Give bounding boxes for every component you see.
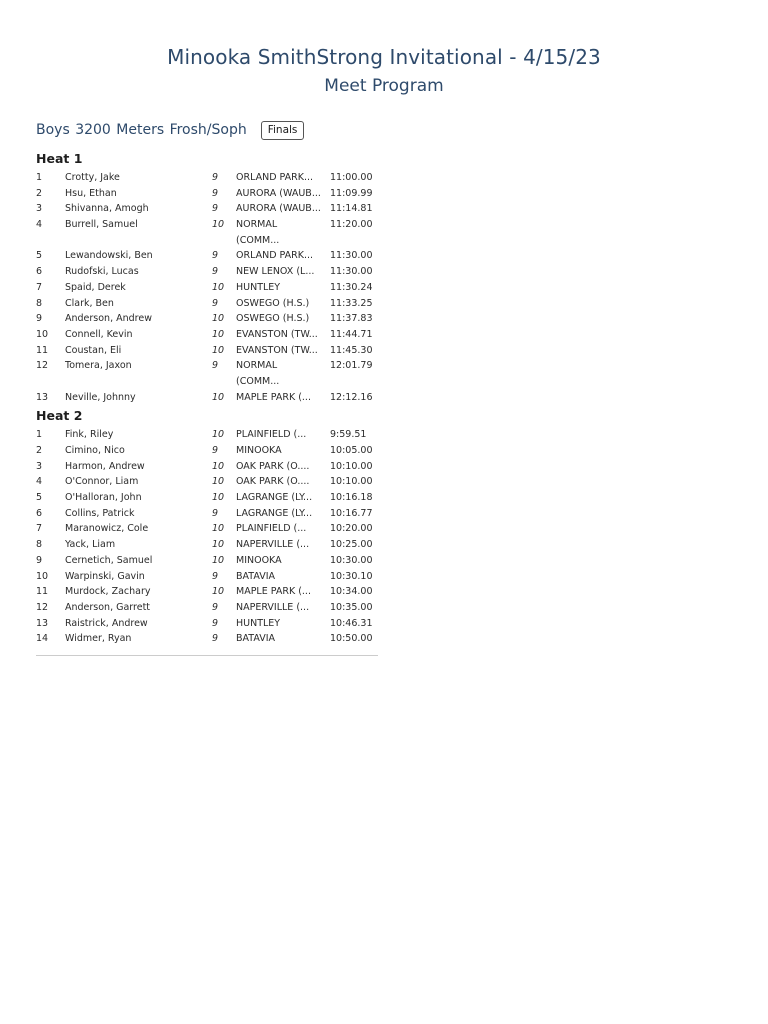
school-cell: BATAVIA	[236, 633, 276, 645]
position-cell: 6	[36, 507, 43, 519]
athlete-name: Anderson, Garrett	[65, 601, 151, 613]
grade-cell: 10	[212, 586, 225, 598]
page-subtitle: Meet Program	[324, 76, 444, 96]
seed-time: 9:59.51	[330, 429, 367, 441]
seed-time: 11:00.00	[330, 172, 373, 183]
table-row	[36, 186, 378, 202]
seed-time: 11:20.00	[330, 219, 373, 231]
seed-time: 10:16.18	[330, 492, 373, 504]
athlete-name: Warpinski, Gavin	[65, 570, 145, 582]
table-row	[36, 296, 378, 312]
table-row	[36, 311, 378, 327]
grade-cell: 10	[212, 328, 225, 340]
page-title: Minooka SmithStrong Invitational - 4/15/23	[167, 45, 601, 69]
seed-time: 10:10.00	[330, 460, 373, 472]
athlete-name: Cernetich, Samuel	[65, 554, 153, 566]
position-cell: 14	[36, 633, 49, 645]
grade-cell: 10	[212, 313, 225, 325]
event-title: Boys 3200 Meters Frosh/Soph	[36, 122, 247, 138]
position-cell: 10	[36, 328, 49, 340]
table-row	[36, 459, 378, 475]
table-row	[36, 506, 378, 522]
table-row	[36, 490, 378, 506]
athlete-name: Crotty, Jake	[65, 172, 120, 183]
grade-cell: 10	[212, 539, 225, 551]
school-cell: ORLAND PARK...	[236, 250, 314, 262]
seed-time: 10:30.00	[330, 554, 373, 566]
seed-time: 11:30.00	[330, 250, 373, 262]
finals-badge: Finals	[261, 121, 305, 140]
school-cell: NEW LENOX (L...	[236, 266, 315, 278]
seed-time: 10:35.00	[330, 601, 373, 613]
position-cell: 11	[36, 344, 49, 356]
position-cell: 12	[36, 360, 49, 372]
school-cell: PLAINFIELD (...	[236, 429, 307, 441]
position-cell: 4	[36, 219, 43, 231]
athlete-name: Coustan, Eli	[65, 344, 122, 356]
position-cell: 2	[36, 445, 43, 457]
position-cell: 7	[36, 281, 43, 293]
athlete-name: Clark, Ben	[65, 297, 114, 309]
position-cell: 12	[36, 601, 49, 613]
school-cell: OAK PARK (O....	[236, 460, 310, 472]
table-row	[36, 390, 378, 406]
table-row	[36, 327, 378, 343]
heat-section	[36, 148, 378, 405]
table-row	[36, 343, 378, 359]
position-cell: 11	[36, 586, 49, 598]
grade-cell: 9	[212, 172, 219, 183]
school-cell: AURORA (WAUB...	[236, 203, 321, 215]
table-row	[36, 584, 378, 600]
heat-title: Heat 1	[36, 151, 83, 166]
position-cell: 5	[36, 250, 43, 262]
position-cell: 1	[36, 429, 43, 441]
seed-time: 10:30.10	[330, 570, 373, 582]
position-cell: 10	[36, 570, 49, 582]
position-cell: 2	[36, 187, 43, 199]
athlete-name: Raistrick, Andrew	[65, 617, 148, 629]
school-cell: OSWEGO (H.S.)	[236, 313, 310, 325]
athlete-name: O'Connor, Liam	[65, 476, 139, 488]
seed-time: 10:20.00	[330, 523, 373, 535]
school-cell: PLAINFIELD (...	[236, 523, 307, 535]
grade-cell: 9	[212, 570, 219, 582]
grade-cell: 10	[212, 460, 225, 472]
seed-time: 11:30.24	[330, 281, 373, 293]
position-cell: 13	[36, 391, 49, 403]
grade-cell: 10	[212, 554, 225, 566]
seed-time: 11:33.25	[330, 297, 373, 309]
grade-cell: 10	[212, 523, 225, 535]
position-cell: 4	[36, 476, 43, 488]
divider	[36, 655, 378, 656]
seed-time: 11:14.81	[330, 203, 373, 215]
school-cell: OSWEGO (H.S.)	[236, 297, 310, 309]
table-row	[36, 280, 378, 296]
school-cell: EVANSTON (TW...	[236, 328, 318, 340]
school-cell: EVANSTON (TW...	[236, 344, 318, 356]
position-cell: 1	[36, 172, 43, 183]
table-row	[36, 537, 378, 553]
grade-cell: 9	[212, 187, 219, 199]
seed-time: 12:12.16	[330, 391, 373, 403]
grade-cell: 9	[212, 633, 219, 645]
table-row	[36, 631, 378, 647]
heat-rows	[36, 427, 378, 647]
school-cell: NORMAL (COMM...	[236, 219, 280, 246]
position-cell: 6	[36, 266, 43, 278]
athlete-name: Fink, Riley	[65, 429, 114, 441]
athlete-name: Spaid, Derek	[65, 281, 126, 293]
table-row	[36, 521, 378, 537]
grade-cell: 9	[212, 445, 219, 457]
seed-time: 12:01.79	[330, 360, 373, 372]
athlete-name: Neville, Johnny	[65, 391, 136, 403]
athlete-name: Murdock, Zachary	[65, 586, 151, 598]
grade-cell: 9	[212, 601, 219, 613]
position-cell: 3	[36, 203, 43, 215]
seed-time: 11:37.83	[330, 313, 373, 325]
school-cell: MAPLE PARK (...	[236, 586, 311, 598]
school-cell: AURORA (WAUB...	[236, 187, 321, 199]
athlete-name: Widmer, Ryan	[65, 633, 132, 645]
table-row	[36, 248, 378, 264]
athlete-name: Shivanna, Amogh	[65, 203, 149, 215]
school-cell: MAPLE PARK (...	[236, 391, 311, 403]
school-cell: NORMAL (COMM...	[236, 360, 280, 387]
seed-time: 10:05.00	[330, 445, 373, 457]
school-cell: BATAVIA	[236, 570, 276, 582]
grade-cell: 10	[212, 344, 225, 356]
table-row	[36, 264, 378, 280]
school-cell: MINOOKA	[236, 554, 282, 566]
athlete-name: Harmon, Andrew	[65, 460, 145, 472]
heat-title: Heat 2	[36, 408, 83, 424]
athlete-name: Maranowicz, Cole	[65, 523, 149, 535]
heat-rows	[36, 170, 378, 405]
school-cell: NAPERVILLE (...	[236, 539, 310, 551]
athlete-name: O'Halloran, John	[65, 492, 142, 504]
table-row	[36, 616, 378, 632]
grade-cell: 9	[212, 266, 219, 278]
grade-cell: 9	[212, 250, 219, 262]
position-cell: 9	[36, 554, 43, 566]
grade-cell: 10	[212, 219, 225, 231]
seed-time: 11:09.99	[330, 187, 373, 199]
athlete-name: Cimino, Nico	[65, 445, 125, 457]
table-row	[36, 569, 378, 585]
school-cell: MINOOKA	[236, 445, 282, 457]
athlete-name: Anderson, Andrew	[65, 313, 152, 325]
grade-cell: 9	[212, 297, 219, 309]
seed-time: 10:25.00	[330, 539, 373, 551]
position-cell: 8	[36, 539, 43, 551]
table-row	[36, 474, 378, 490]
table-row	[36, 170, 378, 186]
grade-cell: 9	[212, 617, 219, 629]
athlete-name: Collins, Patrick	[65, 507, 135, 519]
event-header	[36, 119, 304, 141]
table-row	[36, 201, 378, 217]
position-cell: 3	[36, 460, 43, 472]
athlete-name: Burrell, Samuel	[65, 219, 138, 231]
athlete-name: Yack, Liam	[65, 539, 116, 551]
position-cell: 8	[36, 297, 43, 309]
seed-time: 10:10.00	[330, 476, 373, 488]
grade-cell: 10	[212, 391, 225, 403]
grade-cell: 9	[212, 507, 219, 519]
grade-cell: 9	[212, 203, 219, 215]
table-row	[36, 358, 378, 389]
table-row	[36, 600, 378, 616]
school-cell: LAGRANGE (LY...	[236, 492, 313, 504]
seed-time: 11:45.30	[330, 344, 373, 356]
position-cell: 13	[36, 617, 49, 629]
grade-cell: 9	[212, 360, 219, 372]
seed-time: 10:34.00	[330, 586, 373, 598]
table-row	[36, 427, 378, 443]
athlete-name: Hsu, Ethan	[65, 187, 117, 199]
seed-time: 11:30.00	[330, 266, 373, 278]
table-row	[36, 443, 378, 459]
seed-time: 11:44.71	[330, 328, 373, 340]
position-cell: 9	[36, 313, 43, 325]
athlete-name: Tomera, Jaxon	[65, 360, 132, 372]
school-cell: HUNTLEY	[236, 617, 281, 629]
school-cell: LAGRANGE (LY...	[236, 507, 313, 519]
table-row	[36, 553, 378, 569]
school-cell: HUNTLEY	[236, 281, 281, 293]
grade-cell: 10	[212, 281, 225, 293]
seed-time: 10:16.77	[330, 507, 373, 519]
results-list	[36, 148, 378, 656]
athlete-name: Connell, Kevin	[65, 328, 133, 340]
athlete-name: Lewandowski, Ben	[65, 250, 153, 262]
grade-cell: 10	[212, 492, 225, 504]
grade-cell: 10	[212, 429, 225, 441]
table-row	[36, 217, 378, 248]
heat-section	[36, 405, 378, 647]
grade-cell: 10	[212, 476, 225, 488]
athlete-name: Rudofski, Lucas	[65, 266, 139, 278]
school-cell: ORLAND PARK...	[236, 172, 314, 183]
position-cell: 5	[36, 492, 43, 504]
school-cell: NAPERVILLE (...	[236, 601, 310, 613]
position-cell: 7	[36, 523, 43, 535]
seed-time: 10:50.00	[330, 633, 373, 645]
school-cell: OAK PARK (O....	[236, 476, 310, 488]
seed-time: 10:46.31	[330, 617, 373, 629]
